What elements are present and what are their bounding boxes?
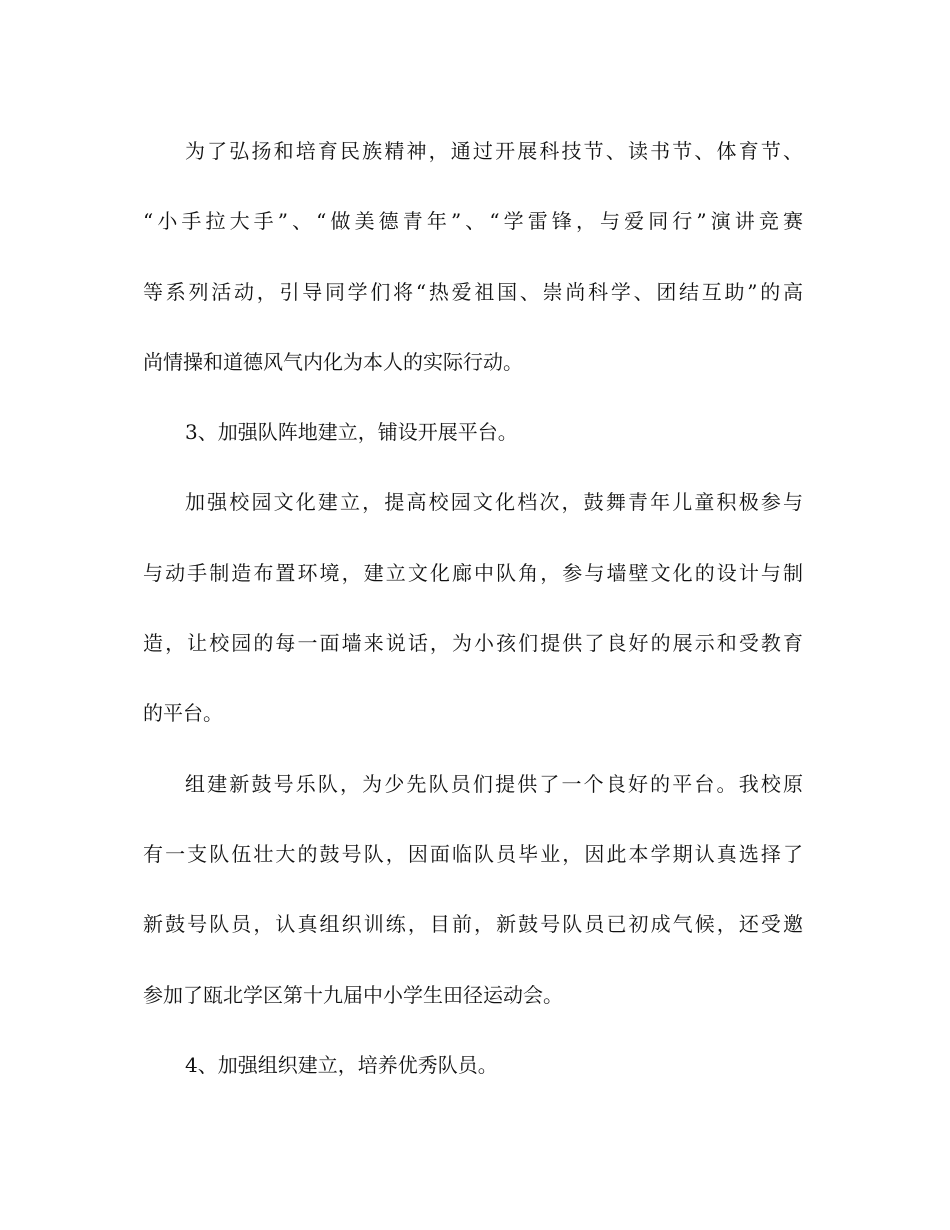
document-body: [143, 136, 803, 1080]
text-line: “小手拉大手”、“做美德青年”、“学雷锋，与爱同行”演讲竞赛: [143, 209, 803, 234]
text-line: 与动手制造布置环境，建立文化廊中队角，参与墙壁文化的设计与制: [143, 560, 803, 585]
text-line: 组建新鼓号乐队，为少先队员们提供了一个良好的平台。我校原: [185, 771, 803, 796]
text-line: 造，让校园的每一面墙来说话，为小孩们提供了良好的展示和受教育: [143, 631, 803, 656]
text-line: 加强校园文化建立，提高校园文化档次，鼓舞青年儿童积极参与: [185, 490, 803, 515]
section-heading: 4、加强组织建立，培养优秀队员。: [185, 1052, 498, 1077]
text-line: 的平台。: [143, 701, 223, 726]
text-line: 尚情操和道德风气内化为本人的实际行动。: [143, 349, 523, 374]
text-line: 为了弘扬和培育民族精神，通过开展科技节、读书节、体育节、: [185, 139, 803, 163]
text-line: 等系列活动，引导同学们将“热爱祖国、崇尚科学、团结互助”的高: [143, 279, 803, 304]
text-line: 有一支队伍壮大的鼓号队，因面临队员毕业，因此本学期认真选择了: [143, 841, 803, 866]
text-line: 参加了瓯北学区第十九届中小学生田径运动会。: [143, 982, 563, 1007]
text-line: 新鼓号队员，认真组织训练，目前，新鼓号队员已初成气候，还受邀: [143, 912, 803, 937]
section-heading: 3、加强队阵地建立，铺设开展平台。: [185, 420, 518, 445]
